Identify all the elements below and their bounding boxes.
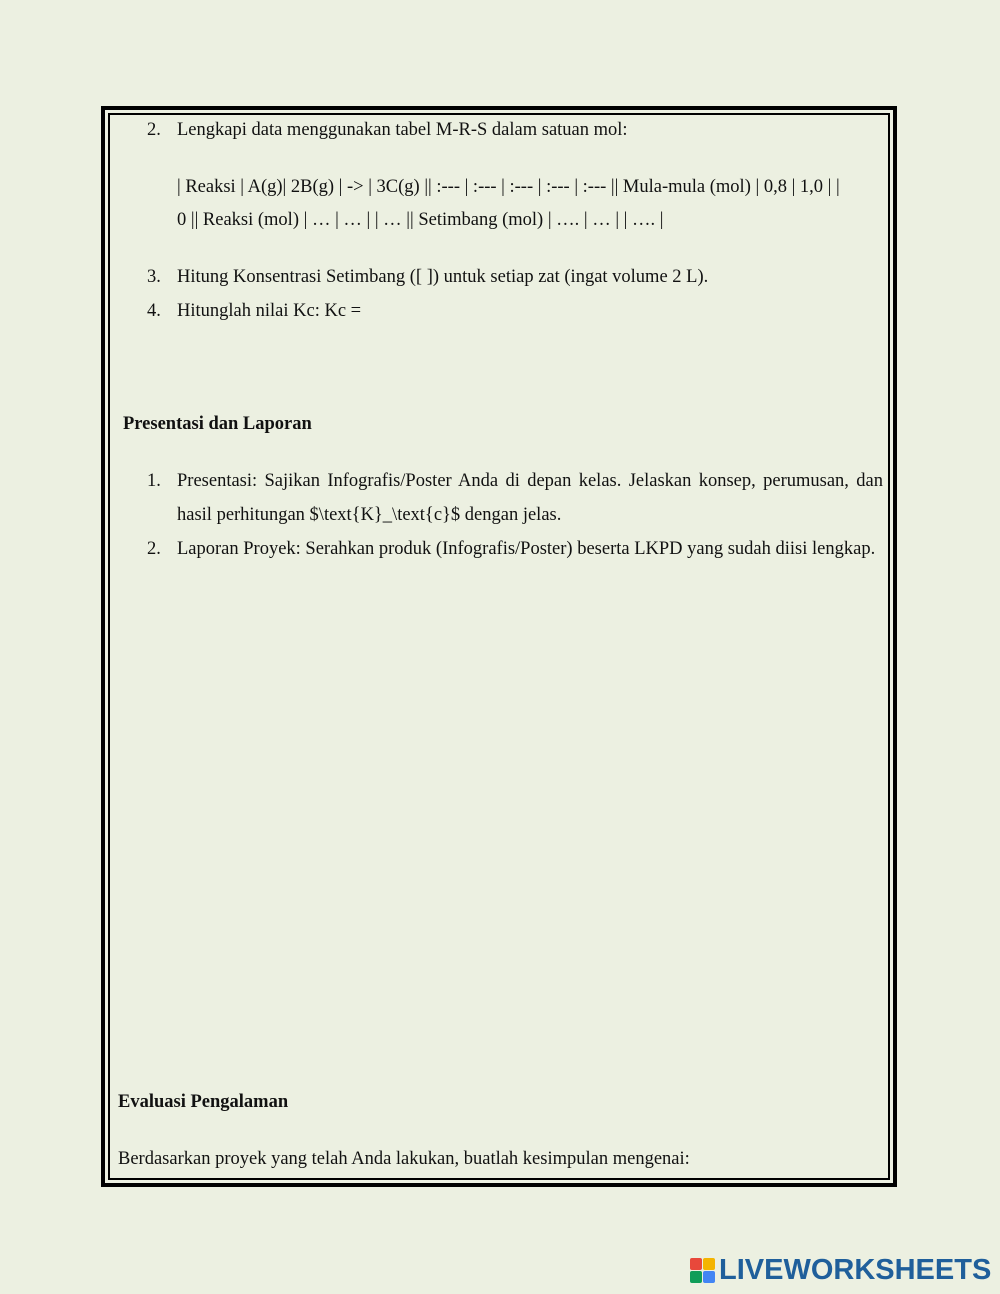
list-item-text: Hitung Konsentrasi Setimbang ([ ]) untuk setiap zat (ingat volume 2 L). (177, 267, 709, 287)
logo-square (703, 1271, 715, 1283)
paragraph: Berdasarkan proyek yang telah Anda lakukan, buatlah kesimpulan mengenai: (118, 1149, 690, 1169)
liveworksheets-logo (690, 1254, 991, 1286)
list-item-text: Lengkapi data menggunakan tabel M-R-S dalam satuan mol: (177, 120, 628, 140)
list-number: 3. (147, 267, 161, 287)
section-heading: Evaluasi Pengalaman (118, 1092, 289, 1112)
list-item-text: Hitunglah nilai Kc: Kc = (177, 301, 362, 321)
logo-mark-icon (690, 1258, 715, 1283)
list-number: 2. (147, 539, 161, 559)
list-item-text: Laporan Proyek: Serahkan produk (Infografis/Poster) beserta LKPD yang sudah diisi lengkap. (177, 539, 876, 559)
logo-square (690, 1271, 702, 1283)
table-raw-line: | Reaksi | A(g)| 2B(g) | -> | 3C(g) || :--- | :--- | :--- | :--- | :--- || Mula-mula (mol) | 0,8 | 1,0 | | (177, 177, 840, 197)
list-item-text: Presentasi: Sajikan Infografis/Poster Anda di depan kelas. Jelaskan konsep, perumusan, dan hasil perhitungan $\text{K}_\text{c}$ dengan jelas. (177, 471, 883, 525)
list-number: 1. (147, 471, 161, 491)
logo-square (703, 1258, 715, 1270)
table-raw-line: 0 || Reaksi (mol) | … | … | | … || Setimbang (mol) | …. | … | | …. | (177, 210, 664, 230)
list-number: 2. (147, 120, 161, 140)
logo-square (690, 1258, 702, 1270)
section-heading: Presentasi dan Laporan (123, 414, 312, 434)
list-number: 4. (147, 301, 161, 321)
logo-text: LIVEWORKSHEETS (719, 1253, 992, 1286)
